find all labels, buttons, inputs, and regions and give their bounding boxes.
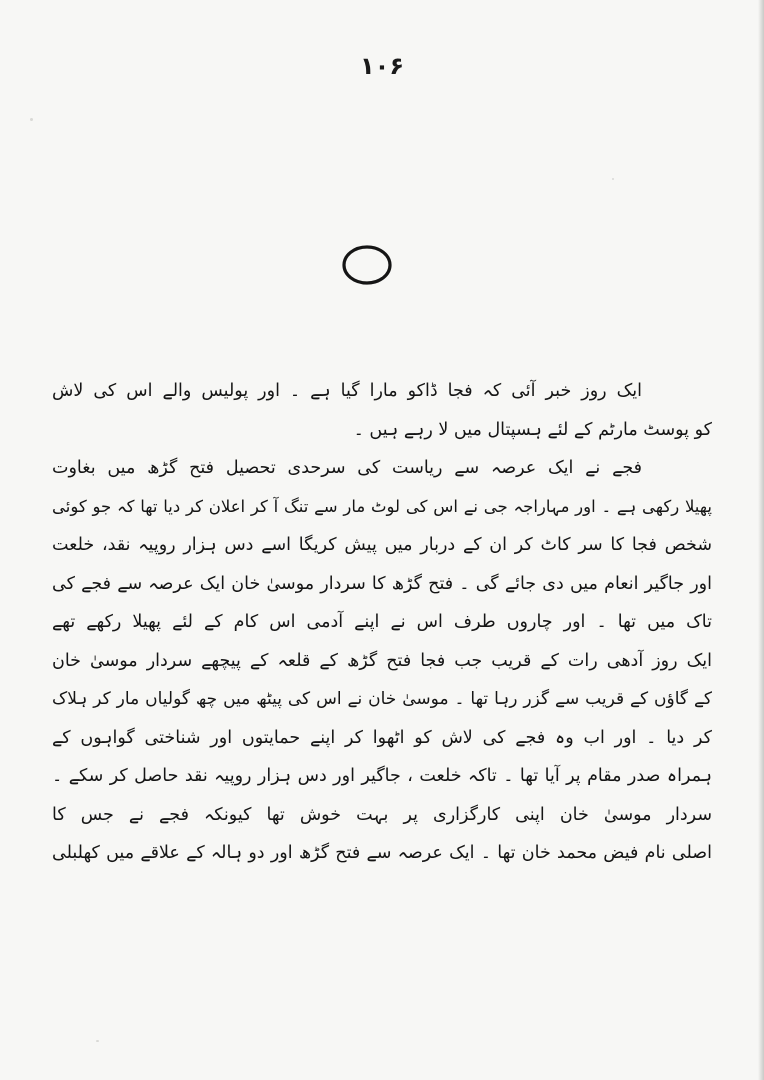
paper-speck	[96, 1040, 99, 1042]
body-text	[52, 372, 712, 873]
text-line: ایک روز آدھی رات کے قریب جب فجا فتح گڑھ کے قلعہ کے پیچھے سردار موسیٰ خان	[52, 650, 712, 671]
page-number: ۱۰۶	[360, 52, 404, 80]
text-line: کو پوسٹ مارٹم کے لئے ہسپتال میں لا رہے ہیں ۔	[353, 419, 712, 440]
text-line: سردار موسیٰ خان اپنی کارگزاری پر بہت خوش تھا کیونکہ فجے نے جس کا	[52, 804, 712, 825]
paper-speck	[30, 118, 33, 121]
text-line: اور جاگیر انعام میں دی جائے گی ۔ فتح گڑھ کا سردار موسیٰ خان ایک عرصہ سے فجے کی	[52, 573, 712, 594]
text-line: کر دیا ۔ اور اب وہ فجے کی لاش کو اٹھوا کر اپنے حمایتوں اور شناختی گواہوں کے	[52, 727, 712, 748]
page-edge-shadow	[758, 0, 764, 1080]
text-line: شخص فجا کا سر کاٹ کر ان کے دربار میں پیش کریگا اسے دس ہزار روپیہ نقد، خلعت	[52, 535, 712, 555]
text-line: پھیلا رکھی ہے ۔ اور مہاراجہ جی نے اس کی لوٹ مار سے تنگ آ کر اعلان کر دیا تھا کہ جو کوئی	[52, 496, 712, 516]
text-line: ایک روز خبر آئی کہ فجا ڈاکو مارا گیا ہے ۔ اور پولیس والے اس کی لاش	[52, 381, 642, 401]
text-line: ہمراہ صدر مقام پر آیا تھا ۔ تاکہ خلعت ، جاگیر اور دس ہزار روپیہ نقد حاصل کر سکے ۔	[52, 766, 712, 786]
text-line: اصلی نام فیض محمد خان تھا ۔ ایک عرصہ سے فتح گڑھ اور دو ہالہ کے علاقے میں کھلبلی	[52, 843, 712, 863]
circle-icon	[341, 244, 393, 286]
text-line: کے گاؤں کے قریب سے گزر رہا تھا ۔ موسیٰ خان نے اس کی پیٹھ میں چھ گولیاں مار کر ہلاک	[52, 689, 712, 709]
text-line: فجے نے ایک عرصہ سے ریاست کی سرحدی تحصیل فتح گڑھ میں بغاوت	[52, 458, 642, 478]
paper-speck	[612, 178, 614, 180]
text-line: تاک میں تھا ۔ اور چاروں طرف اس نے اپنے آدمی اس کام کے لئے پھیلا رکھے تھے	[52, 612, 712, 632]
